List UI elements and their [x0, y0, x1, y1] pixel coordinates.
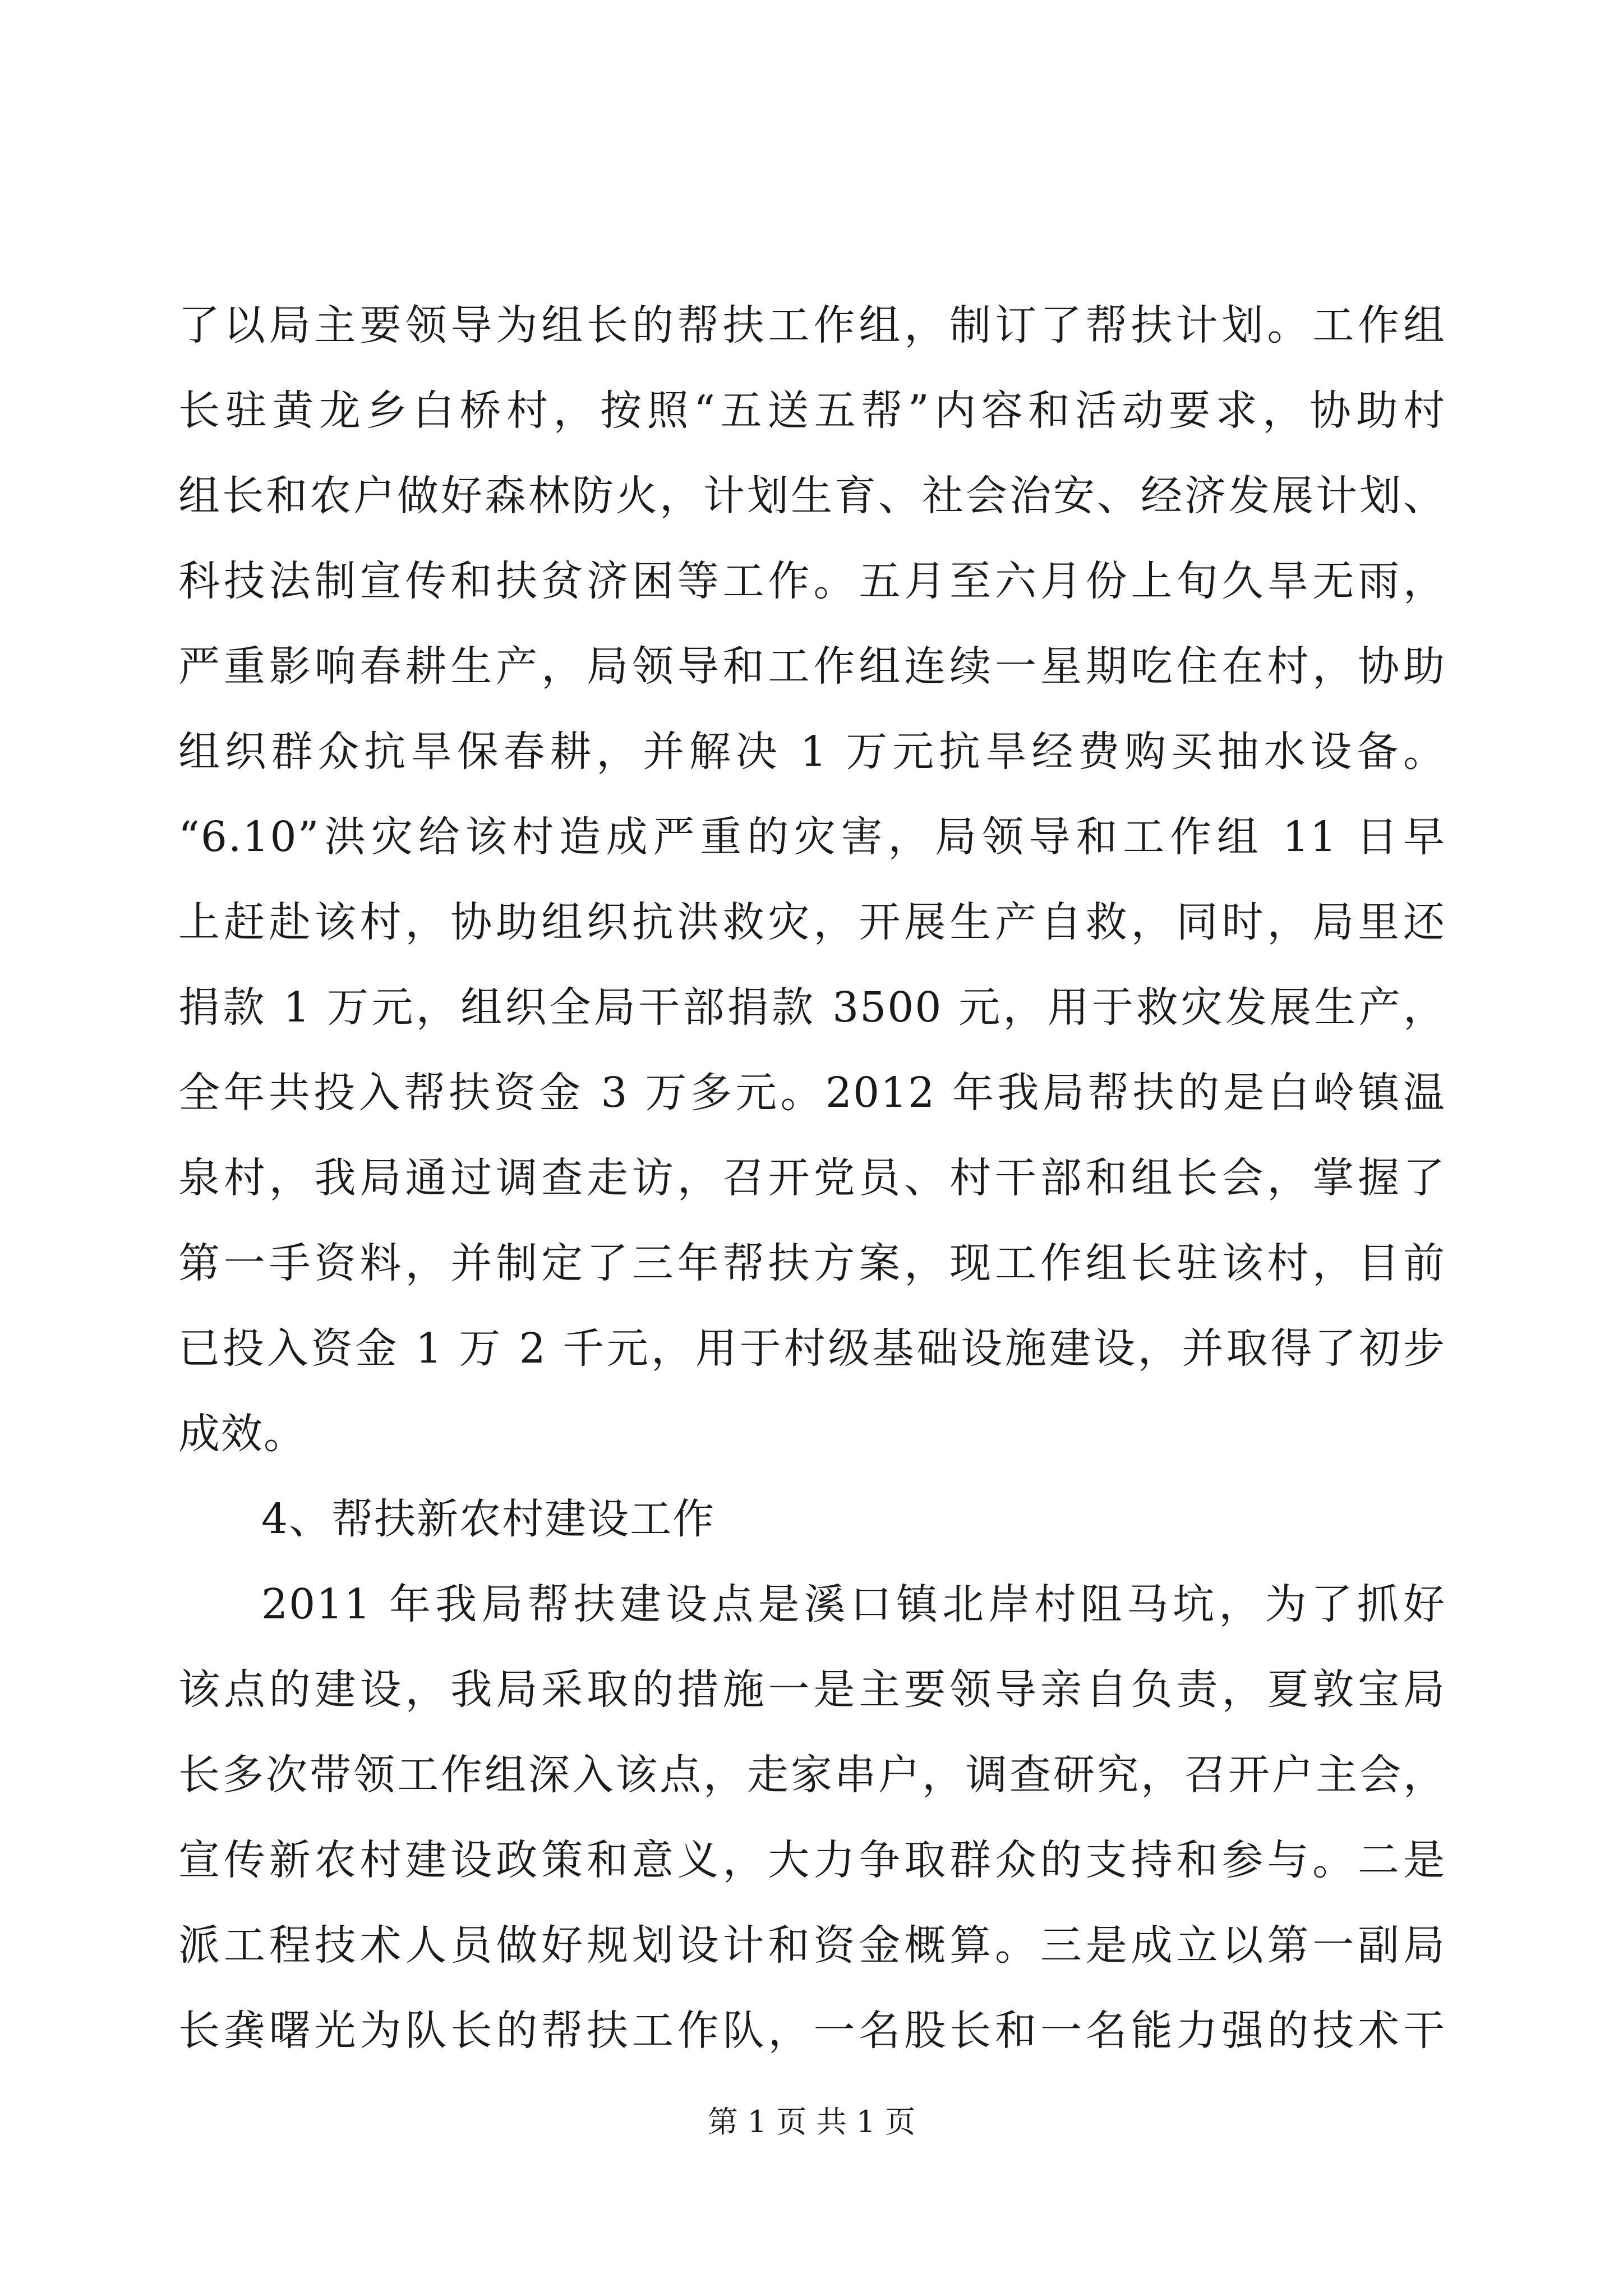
text-line: 组织群众抗旱保春耕，并解决 1 万元抗旱经费购买抽水设备。: [178, 728, 1446, 776]
text-line: 成效。: [178, 1410, 306, 1458]
text-line: 泉村，我局通过调查走访，召开党员、村干部和组长会，掌握了: [178, 1154, 1446, 1202]
text-line: 长龚曙光为队长的帮扶工作队，一名股长和一名能力强的技术干: [178, 2007, 1446, 2055]
text-line: 全年共投入帮扶资金 3 万多元。2012 年我局帮扶的是白岭镇温: [178, 1069, 1446, 1117]
text-line: 长驻黄龙乡白桥村，按照“五送五帮”内容和活动要求，协助村: [178, 386, 1446, 435]
text-line: 了以局主要领导为组长的帮扶工作组，制订了帮扶计划。工作组: [178, 301, 1446, 349]
text-line: 已投入资金 1 万 2 千元，用于村级基础设施建设，并取得了初步: [178, 1324, 1446, 1373]
text-line: 组长和农户做好森林防火，计划生育、社会治安、经济发展计划、: [178, 472, 1446, 520]
text-line: 严重影响春耕生产，局领导和工作组连续一星期吃住在村，协助: [178, 642, 1446, 691]
text-line: 2011 年我局帮扶建设点是溪口镇北岸村阻马坑，为了抓好: [261, 1580, 1446, 1628]
text-line: “6.10”洪灾给该村造成严重的灾害，局领导和工作组 11 日早: [178, 813, 1446, 861]
text-line: 第一手资料，并制定了三年帮扶方案，现工作组长驻该村，目前: [178, 1239, 1446, 1287]
text-line: 派工程技术人员做好规划设计和资金概算。三是成立以第一副局: [178, 1921, 1446, 1970]
text-line: 上赶赴该村，协助组织抗洪救灾，开展生产自救，同时，局里还: [178, 898, 1446, 946]
document-body: [178, 283, 1446, 2073]
text-line: 捐款 1 万元，组织全局干部捐款 3500 元，用于救灾发展生产，: [178, 983, 1446, 1032]
text-line: 该点的建设，我局采取的措施一是主要领导亲自负责，夏敦宝局: [178, 1665, 1446, 1714]
text-line: 长多次带领工作组深入该点，走家串户，调查研究，召开户主会，: [178, 1751, 1446, 1799]
page-number-footer: 第 1 页 共 1 页: [707, 2104, 916, 2139]
text-line: 宣传新农村建设政策和意义，大力争取群众的支持和参与。二是: [178, 1836, 1446, 1884]
section-heading: 4、帮扶新农村建设工作: [261, 1495, 716, 1543]
text-line: 科技法制宣传和扶贫济困等工作。五月至六月份上旬久旱无雨，: [178, 557, 1446, 605]
